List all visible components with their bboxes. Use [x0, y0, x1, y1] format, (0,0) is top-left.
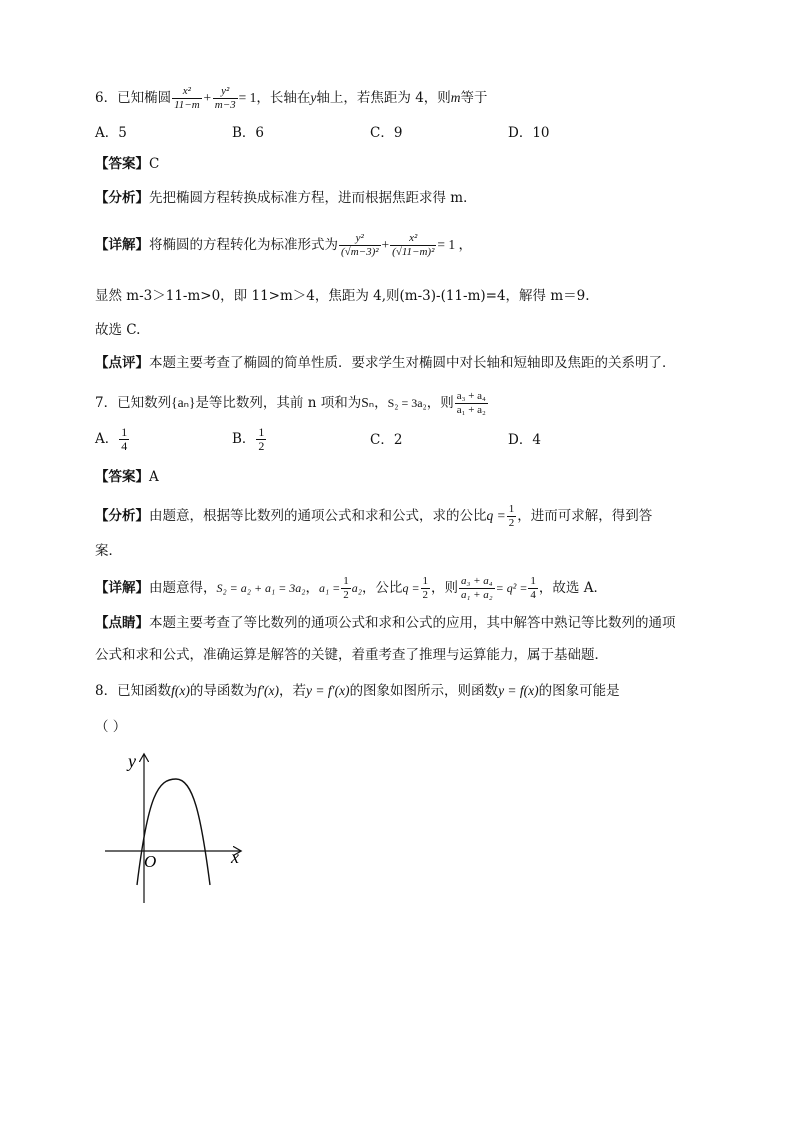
q7-ask-num: a₃ + a₄	[456, 390, 486, 402]
q7-detail-frac-14-num: 1	[530, 575, 536, 587]
q7-stem	[95, 390, 489, 417]
q7-analysis-frac-den: 2	[508, 517, 515, 529]
q6-option-d: D．10	[508, 125, 550, 141]
q7-detail-1: 由题意得，	[149, 580, 217, 596]
q7-analysis-tag: 【分析】	[95, 508, 149, 524]
q7-stem-mid2: ，	[374, 395, 388, 411]
q7-comment-1: 本题主要考查了等比数列的通项公式和求和公式的应用，其中解答中熟记等比数列的通项	[149, 615, 676, 631]
q7-detail-frac-q-num: 1	[422, 575, 429, 587]
q7-answer-line	[95, 467, 159, 487]
q6-detail-frac2	[390, 232, 436, 259]
q7-stem-mid3: ，则	[426, 395, 454, 411]
q6-detail-line3: 故选 C.	[95, 322, 141, 338]
q7-comment-line	[95, 613, 676, 633]
q6-option-b: B．6	[232, 125, 265, 141]
q7-comment-2: 公式和求和公式，准确运算是解答的关键，着重考查了推理与运算能力，属于基础题．	[95, 647, 608, 663]
q7-option-a-den: 4	[121, 439, 128, 453]
q7-option-a-num: 1	[121, 425, 128, 439]
q6-option-c: C．9	[370, 125, 403, 141]
q6-stem-mid: ，长轴在	[256, 90, 311, 106]
q7-analysis-frac-num: 1	[508, 503, 515, 515]
q7-detail-frac-q-den: 2	[422, 589, 429, 601]
q8-yfpx: y = f′(x)	[306, 683, 350, 698]
derivative-graph	[100, 745, 260, 910]
q7-option-a-frac	[119, 426, 129, 453]
q8-stem	[95, 681, 620, 701]
q7-ask-frac	[455, 390, 488, 417]
q7-detail-line	[95, 575, 607, 602]
q7-answer: A	[149, 469, 159, 485]
q8-fx: f(x)	[171, 683, 190, 698]
q6-frac-x	[172, 85, 202, 112]
q6-comment-tag: 【点评】	[95, 355, 149, 371]
q7-analysis-2: ，进而可求解，得到答	[517, 508, 653, 524]
q6-var-y: y	[310, 90, 317, 105]
q7-detail-frac-r-num: a₃ + a₄	[461, 575, 493, 587]
q7-analysis-frac	[507, 503, 517, 530]
q7-detail-frac-14-den: 4	[530, 589, 536, 601]
q8-stem-prefix: 8．已知函数	[95, 683, 172, 699]
q6-stem	[95, 85, 488, 112]
q8-stem-mid: 的导函数为	[189, 683, 258, 699]
q8-stem-mid3: 的图象如图所示，则函数	[349, 683, 499, 699]
q6-var-m: m	[450, 90, 461, 105]
q7-detail-eq2b: a₂	[351, 581, 362, 595]
q6-analysis-line	[95, 188, 477, 208]
q6-stem-prefix: 6．已知椭圆	[95, 90, 172, 106]
q6-detail-frac2-den: (√11−m)²	[392, 246, 435, 258]
q7-comment-tag: 【点睛】	[95, 615, 149, 631]
q7-analysis-1: 由题意，根据等比数列的通项公式和求和公式，求的公比	[149, 508, 487, 524]
q7-detail-frac-r-den: a₁ + a₂	[461, 589, 493, 601]
q7-answer-tag: 【答案】	[95, 469, 149, 485]
q7-detail-frac-r	[459, 575, 495, 602]
q7-stem-mid: 是等比数列，其前 n 项和为	[195, 395, 362, 411]
q6-answer: C	[149, 156, 160, 172]
q7-option-a-label: A．	[95, 431, 119, 447]
q6-answer-tag: 【答案】	[95, 156, 149, 172]
q6-option-a: A．5	[95, 125, 127, 141]
q8-stem-end: 的图象可能是	[538, 683, 620, 699]
q7-detail-frac-a-num: 1	[343, 575, 349, 587]
q6-stem-end: 等于	[460, 90, 488, 106]
q6-detail-frac2-num: x²	[390, 232, 436, 246]
q6-frac2-den: m−3	[214, 99, 236, 111]
x-axis-label: x	[231, 847, 239, 867]
q7-cond: S₂ = 3a₂	[387, 396, 427, 410]
q7-option-b-label: B．	[232, 431, 256, 447]
q7-option-b-den: 2	[258, 439, 265, 453]
q6-answer-line	[95, 154, 159, 174]
q7-ask-den: a₁ + a₂	[456, 404, 486, 416]
q8-fpx: f′(x)	[257, 683, 280, 698]
q7-detail-frac-a-den: 2	[343, 589, 349, 601]
q6-frac1-den: 11−m	[174, 99, 200, 111]
origin-label: O	[144, 852, 157, 871]
q6-detail-prefix: 将椭圆的方程转化为标准形式为	[149, 237, 338, 253]
q6-frac-y	[213, 85, 238, 112]
q7-detail-tag: 【详解】	[95, 580, 149, 596]
q6-frac1-num: x²	[172, 85, 202, 99]
q6-detail-eq: = 1 ，	[437, 237, 472, 252]
q7-sn: Sₙ	[361, 395, 375, 410]
q7-option-c: C．2	[370, 432, 403, 448]
q6-analysis-tag: 【分析】	[95, 190, 149, 206]
q6-stem-mid2: 轴上，若焦距为 4，则	[316, 90, 451, 106]
q8-stem-mid2: ，若	[279, 683, 307, 699]
q6-detail-tag: 【详解】	[95, 237, 149, 253]
q7-analysis-3: 案．	[95, 543, 122, 559]
q7-detail-3: ，则	[431, 580, 459, 596]
q7-stem-prefix: 7．已知数列	[95, 395, 172, 411]
q7-detail-sep: ，	[305, 580, 319, 596]
q6-detail-frac1	[339, 232, 381, 259]
q7-detail-frac-q	[421, 575, 431, 602]
q7-detail-4: ，故选 A．	[538, 580, 607, 596]
q7-option-b-num: 1	[258, 425, 265, 439]
q7-detail-frac-a	[341, 575, 351, 602]
q6-detail-line2: 显然 m-3＞11-m>0，即 11>m＞4，焦距为 4,则(m-3)-(11-m)=4，解得 m＝9.	[95, 288, 590, 304]
y-axis-label: y	[128, 751, 136, 771]
q8-paren: （ ）	[95, 719, 127, 735]
q7-detail-frac-14	[528, 575, 538, 602]
q7-analysis-line	[95, 503, 652, 530]
q7-detail-eq2: a₁ =	[318, 581, 341, 595]
q6-frac2-num: y²	[213, 85, 238, 99]
q7-option-d: D．4	[508, 432, 541, 448]
q7-analysis-q: q =	[486, 508, 506, 523]
q8-yfx: y = f(x)	[498, 683, 539, 698]
q6-comment: 本题主要考查了椭圆的简单性质．要求学生对椭圆中对长轴和短轴即及焦距的关系明了．	[149, 355, 676, 371]
q6-detail-frac1-den: (√m−3)²	[341, 246, 379, 258]
q6-plus: +	[202, 90, 212, 105]
q7-option-b	[232, 426, 267, 453]
q7-option-b-frac	[256, 426, 266, 453]
q7-detail-eq3: = q² =	[495, 581, 528, 595]
q6-comment-line	[95, 353, 676, 373]
q7-seq: {aₙ}	[171, 395, 196, 410]
q6-detail-line: 【详解】将椭圆的方程转化为标准形式为 $\frac{\text{y²}}{\text{(√m−3)²}}$ + $\frac{\text{x²}}{\text{(√11−m)²}}$ = 1 ，	[95, 232, 472, 258]
q7-option-a	[95, 426, 130, 453]
q7-detail-2: ，公比	[361, 580, 403, 596]
q6-detail-frac1-num: y²	[339, 232, 381, 246]
q7-detail-eq1: S₂ = a₂ + a₁ = 3a₂	[216, 581, 306, 595]
q6-eq: = 1	[238, 90, 257, 105]
q7-detail-q: q =	[402, 581, 420, 595]
q6-analysis: 先把椭圆方程转换成标准方程，进而根据焦距求得 m．	[149, 190, 477, 206]
